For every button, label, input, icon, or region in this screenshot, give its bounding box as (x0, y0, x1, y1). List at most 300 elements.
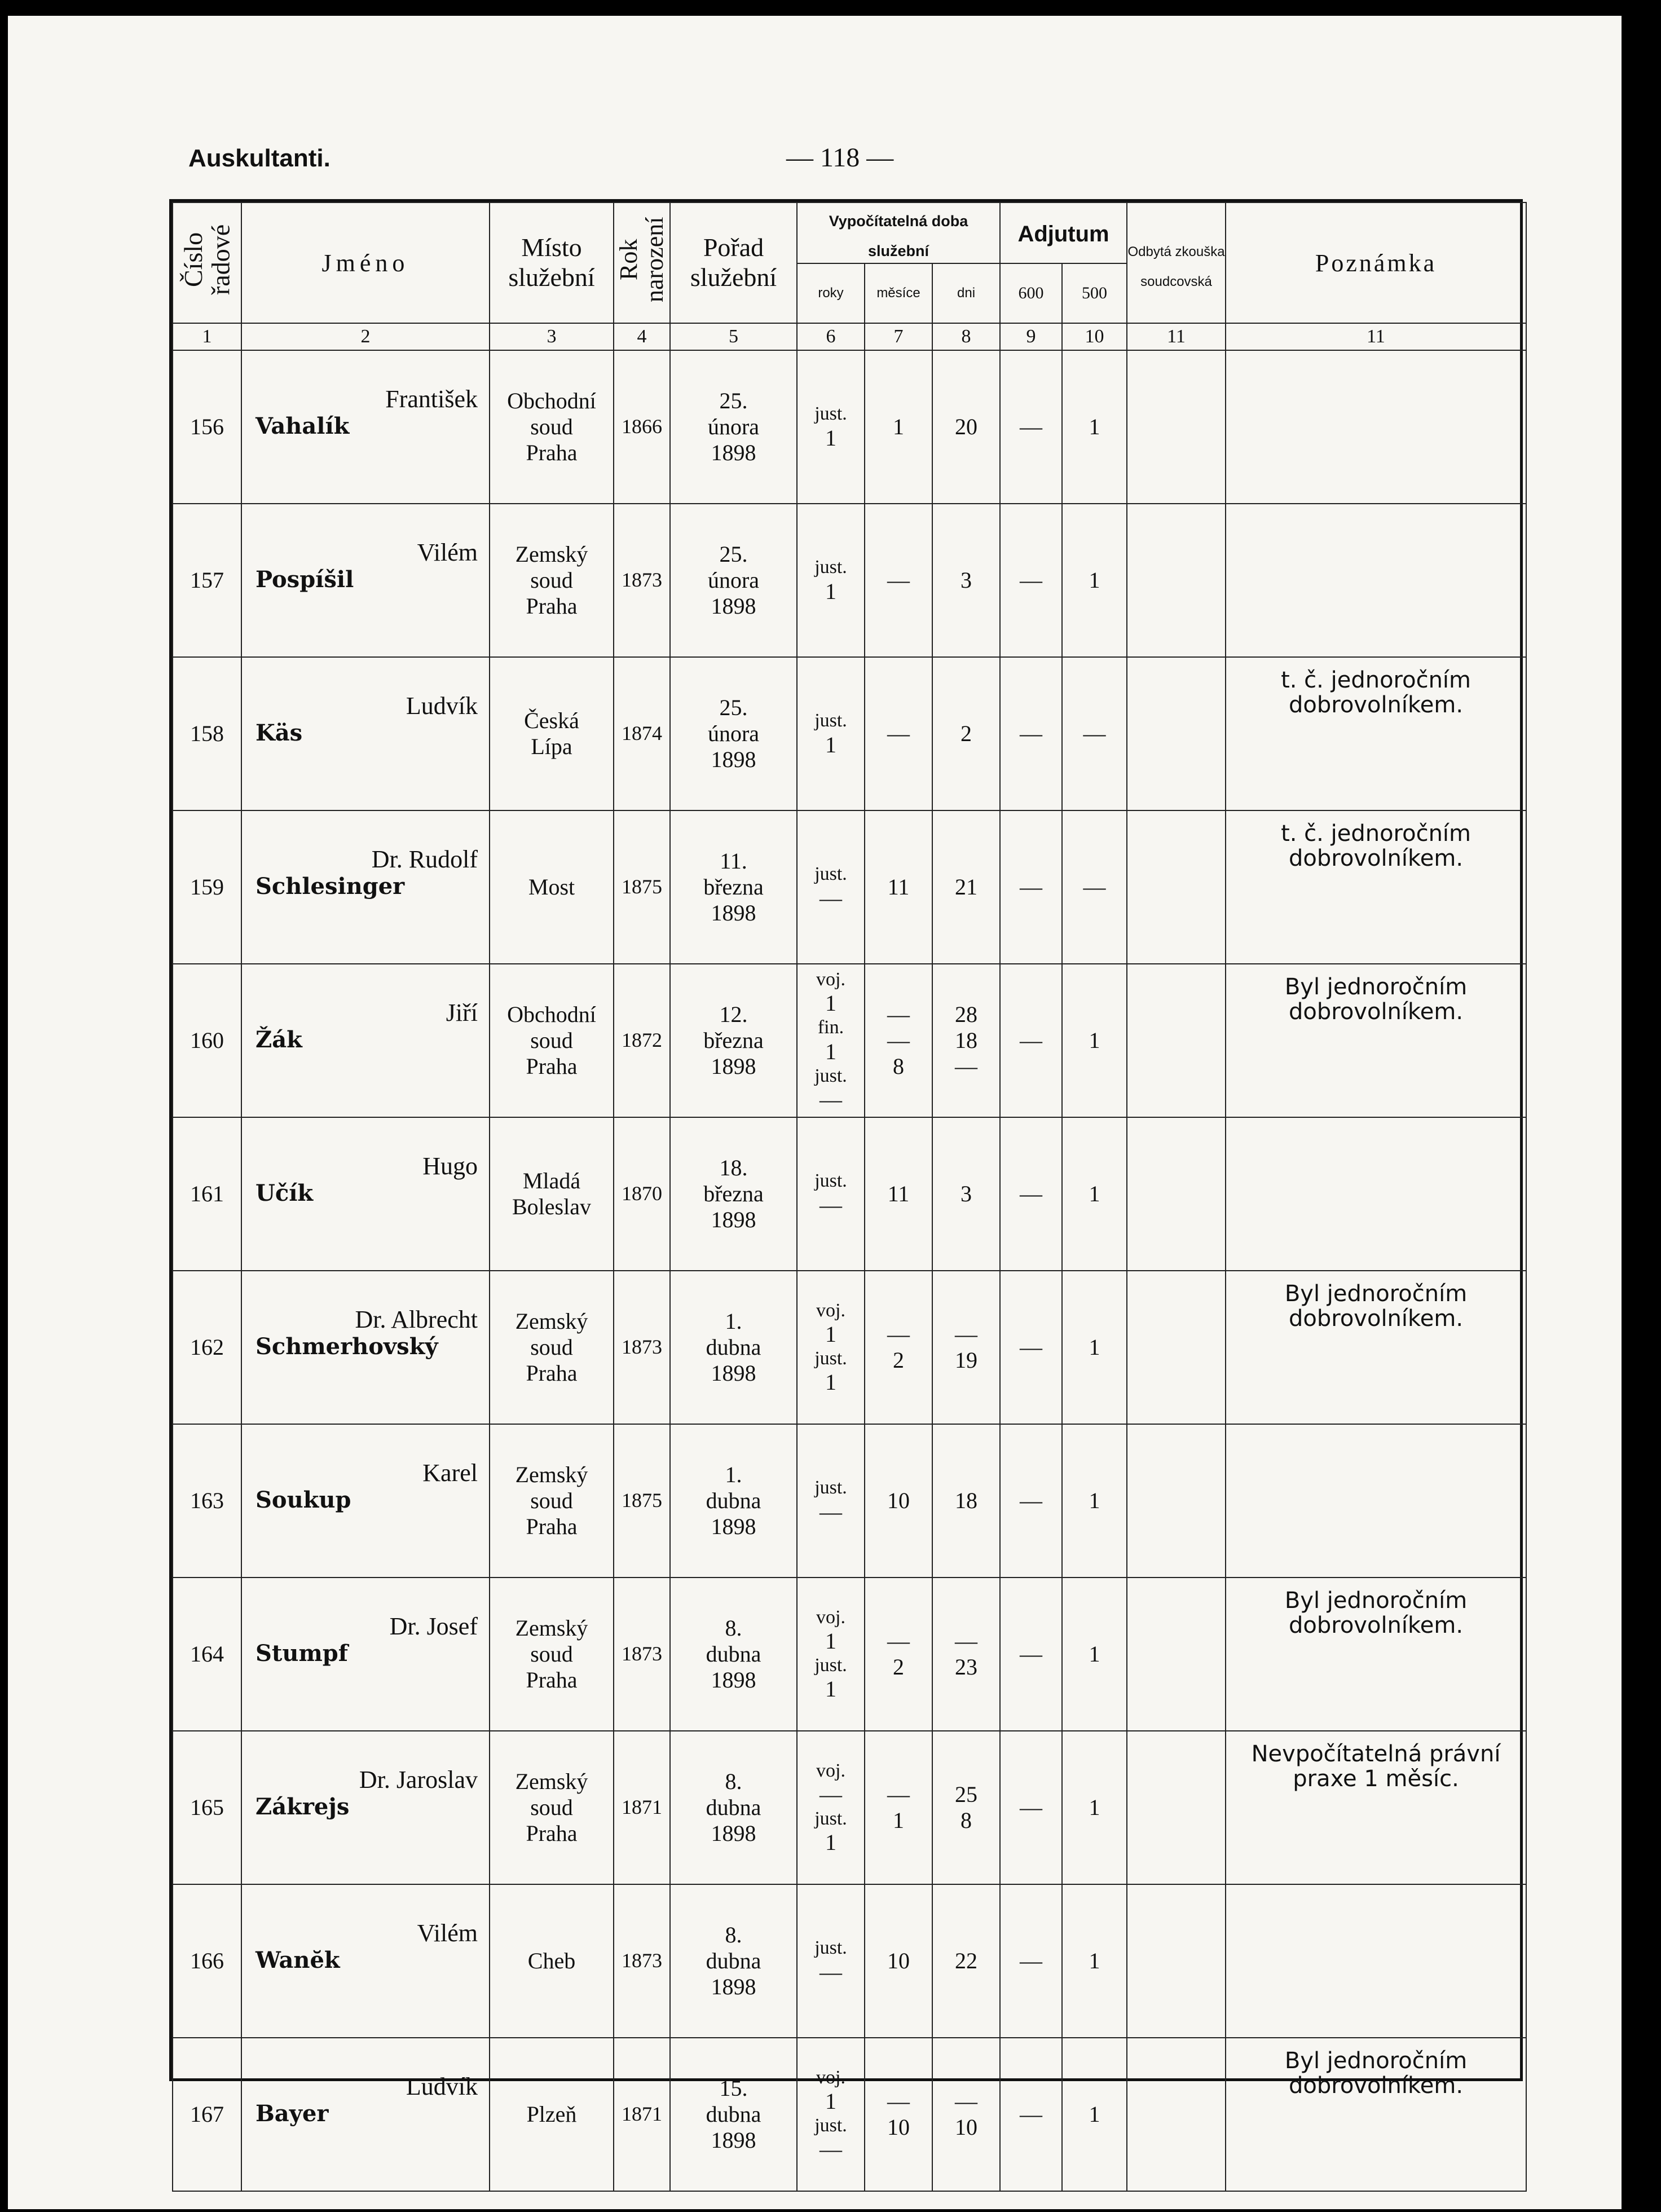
cell-line: — (887, 1028, 910, 1053)
cell-line: — (820, 885, 842, 911)
col-number: 1 (173, 323, 241, 350)
cell-line: — (820, 1192, 842, 1218)
cell-line: just. (814, 2115, 847, 2136)
cell-line: 1 (825, 1038, 836, 1064)
cell-line: Praha (526, 1514, 578, 1539)
cell-line: Zemský (515, 1308, 588, 1334)
birth-year: 1873 (614, 1884, 670, 2038)
exam-cell (1127, 1271, 1226, 1424)
cell-line: soud (530, 414, 573, 439)
cell-line: just. (814, 863, 847, 885)
cell-line: února (707, 721, 760, 746)
table-row (173, 350, 1526, 504)
place-cell (490, 1117, 614, 1271)
service-order (670, 657, 797, 810)
days-cell (932, 657, 1000, 810)
cell-line: Boleslav (512, 1194, 591, 1219)
cell-line: 1898 (711, 1974, 756, 1999)
years-cell (797, 1731, 865, 1884)
table-row (173, 1884, 1526, 2038)
adjutum-600: — (1000, 1884, 1062, 2038)
cell-line: 1 (825, 1830, 836, 1856)
birth-year: 1872 (614, 964, 670, 1117)
adjutum-500: — (1062, 810, 1127, 964)
adjutum-500: 1 (1062, 1424, 1127, 1578)
cell-line: 1898 (711, 747, 756, 772)
note-cell (1226, 1117, 1526, 1271)
surname: Käs (255, 720, 303, 746)
cell-line: — (955, 1628, 978, 1654)
place-cell (490, 964, 614, 1117)
adjutum-500: 1 (1062, 350, 1127, 504)
cell-line: 10 (887, 1488, 910, 1513)
cell-line: 10 (955, 2114, 978, 2140)
first-name: Dr. Josef (389, 1612, 478, 1640)
col-header-misto: Místo služební (490, 202, 614, 323)
years-cell (797, 504, 865, 657)
cell-line: 1898 (711, 900, 756, 926)
first-name: Jiří (446, 999, 478, 1026)
table-row (173, 657, 1526, 810)
cell-line: 25. (719, 541, 748, 567)
cell-line: 8. (725, 1769, 742, 1794)
service-order (670, 1578, 797, 1731)
months-cell (865, 1884, 932, 2038)
cell-line: 25. (719, 695, 748, 720)
cell-line: 18 (955, 1488, 978, 1513)
surname: Schmerhovský (255, 1333, 438, 1360)
days-cell (932, 1884, 1000, 2038)
table-row (173, 1424, 1526, 1578)
col-number: 7 (865, 323, 932, 350)
months-cell (865, 1578, 932, 1731)
cell-line: dubna (706, 1641, 761, 1667)
cell-line: Praha (526, 1821, 578, 1846)
name-cell (241, 964, 490, 1117)
cell-line: just. (814, 1937, 847, 1959)
cell-line: dubna (706, 2101, 761, 2127)
table-row (173, 1271, 1526, 1424)
surname: Žák (255, 1026, 302, 1053)
name-cell (241, 1424, 490, 1578)
row-number: 158 (173, 657, 241, 810)
cell-line: Mladá (522, 1168, 581, 1193)
cell-line: — (887, 2088, 910, 2114)
note-cell: Nevpočítatelná právní praxe 1 měsíc. (1226, 1731, 1526, 1884)
service-order (670, 964, 797, 1117)
col-number: 11 (1127, 323, 1226, 350)
col-number: 6 (797, 323, 865, 350)
col-header-adjutum: Adjutum (1000, 202, 1127, 263)
col-number: 8 (932, 323, 1000, 350)
col-header-500: 500 (1062, 263, 1127, 323)
cell-line: 1898 (711, 1360, 756, 1386)
adjutum-600: — (1000, 1424, 1062, 1578)
place-cell (490, 1424, 614, 1578)
cell-line: — (887, 567, 910, 593)
adjutum-500: 1 (1062, 2038, 1127, 2191)
cell-line: Praha (526, 440, 578, 465)
col-number: 11 (1226, 323, 1526, 350)
cell-line: just. (814, 710, 847, 732)
adjutum-500: 1 (1062, 1271, 1127, 1424)
row-number: 162 (173, 1271, 241, 1424)
months-cell (865, 1424, 932, 1578)
birth-year: 1875 (614, 1424, 670, 1578)
register-table (172, 202, 1527, 2192)
cell-line: 2 (893, 1347, 904, 1373)
cell-line: Praha (526, 593, 578, 619)
name-cell (241, 1271, 490, 1424)
months-cell (865, 504, 932, 657)
cell-line: 1 (825, 2088, 836, 2114)
col-number: 10 (1062, 323, 1127, 350)
years-cell (797, 1117, 865, 1271)
col-number: 9 (1000, 323, 1062, 350)
cell-line: soud (530, 1641, 573, 1667)
cell-line: 2 (961, 721, 972, 746)
cell-line: 1. (725, 1462, 742, 1487)
cell-line: soud (530, 1488, 573, 1513)
col-number: 2 (241, 323, 490, 350)
cell-line: voj. (816, 1606, 845, 1628)
surname: Wanĕk (255, 1947, 340, 1973)
name-cell (241, 2038, 490, 2191)
cell-line: just. (814, 1170, 847, 1192)
table-row (173, 1578, 1526, 1731)
name-cell (241, 504, 490, 657)
cell-line: 11. (720, 848, 747, 874)
cell-line: dubna (706, 1795, 761, 1820)
birth-year: 1871 (614, 2038, 670, 2191)
name-cell (241, 350, 490, 504)
cell-line: Česká (524, 708, 579, 733)
months-cell (865, 1117, 932, 1271)
cell-line: Cheb (527, 1948, 576, 1973)
table-body (173, 350, 1526, 2191)
cell-line: 19 (955, 1347, 978, 1373)
exam-cell (1127, 504, 1226, 657)
cell-line: Lípa (531, 734, 572, 759)
row-number: 157 (173, 504, 241, 657)
name-cell (241, 1731, 490, 1884)
adjutum-600: — (1000, 2038, 1062, 2191)
cell-line: voj. (816, 1760, 845, 1781)
cell-line: — (820, 1086, 842, 1112)
cell-line: 2 (893, 1654, 904, 1680)
col-header-porad: Pořad služební (670, 202, 797, 323)
cell-line: března (703, 874, 764, 900)
note-cell: t. č. jednoročním dobrovolníkem. (1226, 810, 1526, 964)
cell-line: Praha (526, 1360, 578, 1386)
section-title: Auskultanti. (188, 144, 331, 172)
cell-line: 25 (955, 1782, 978, 1807)
surname: Stumpf (255, 1640, 348, 1667)
cell-line: 1 (825, 990, 836, 1016)
first-name: Dr. Jaroslav (359, 1766, 478, 1794)
surname: Soukup (255, 1487, 351, 1513)
months-cell (865, 1731, 932, 1884)
note-cell (1226, 504, 1526, 657)
years-cell (797, 1424, 865, 1578)
months-cell (865, 810, 932, 964)
exam-cell (1127, 1884, 1226, 2038)
col-number: 5 (670, 323, 797, 350)
cell-line: února (707, 414, 760, 439)
birth-year: 1870 (614, 1117, 670, 1271)
row-number: 164 (173, 1578, 241, 1731)
first-name: Hugo (422, 1152, 478, 1180)
cell-line: Obchodní (507, 1002, 596, 1027)
surname: Bayer (255, 2100, 329, 2127)
cell-line: 1 (825, 578, 836, 604)
cell-line: 11 (887, 874, 910, 900)
cell-line: 1898 (711, 1667, 756, 1693)
table-row (173, 810, 1526, 964)
cell-line: — (955, 2088, 978, 2114)
cell-line: dubna (706, 1334, 761, 1360)
first-name: Vilém (417, 1919, 478, 1947)
place-cell (490, 1884, 614, 2038)
name-cell (241, 1578, 490, 1731)
days-cell (932, 2038, 1000, 2191)
cell-line: 1898 (711, 440, 756, 465)
adjutum-600: — (1000, 1731, 1062, 1884)
service-order (670, 350, 797, 504)
cell-line: — (820, 1499, 842, 1524)
first-name: Vilém (417, 539, 478, 566)
months-cell (865, 657, 932, 810)
exam-cell (1127, 657, 1226, 810)
exam-cell (1127, 1424, 1226, 1578)
service-order (670, 1117, 797, 1271)
first-name: Dr. Albrecht (355, 1306, 478, 1333)
cell-line: února (707, 567, 760, 593)
cell-line: Zemský (515, 541, 588, 567)
cell-line: Praha (526, 1054, 578, 1079)
column-number-row (173, 323, 1526, 350)
cell-line: Zemský (515, 1769, 588, 1794)
cell-line: — (887, 721, 910, 746)
cell-line: 23 (955, 1654, 978, 1680)
birth-year: 1873 (614, 1578, 670, 1731)
cell-line: just. (814, 403, 847, 425)
table-row (173, 504, 1526, 657)
cell-line: 3 (961, 1181, 972, 1206)
col-header-rok: Rok narození (614, 202, 670, 323)
years-cell (797, 1578, 865, 1731)
cell-line: 18. (719, 1155, 748, 1180)
cell-line: 8 (893, 1054, 904, 1079)
cell-line: dubna (706, 1488, 761, 1513)
table-row (173, 1731, 1526, 1884)
cell-line: 11 (887, 1181, 910, 1206)
cell-line: just. (814, 1065, 847, 1086)
cell-line: Zemský (515, 1615, 588, 1641)
cell-line: 1. (725, 1308, 742, 1334)
place-cell (490, 2038, 614, 2191)
cell-line: soud (530, 1028, 573, 1053)
days-cell (932, 964, 1000, 1117)
birth-year: 1874 (614, 657, 670, 810)
note-cell: Byl jednoročním dobrovolníkem. (1226, 1271, 1526, 1424)
exam-cell (1127, 810, 1226, 964)
years-cell (797, 964, 865, 1117)
register-table-frame (169, 199, 1523, 2162)
table-row (173, 964, 1526, 1117)
cell-line: voj. (816, 969, 845, 990)
row-number: 161 (173, 1117, 241, 1271)
birth-year: 1875 (614, 810, 670, 964)
years-cell (797, 350, 865, 504)
exam-cell (1127, 350, 1226, 504)
cell-line: — (887, 1782, 910, 1807)
col-header-odbyta: Odbytá zkouška soudcovská (1127, 202, 1226, 323)
cell-line: 1898 (711, 1207, 756, 1232)
name-cell (241, 1117, 490, 1271)
birth-year: 1873 (614, 1271, 670, 1424)
cell-line: 12. (719, 1002, 748, 1027)
first-name: Dr. Rudolf (371, 845, 478, 873)
cell-line: — (887, 1628, 910, 1654)
cell-line: 28 (955, 1002, 978, 1027)
cell-line: 1 (893, 414, 904, 439)
cell-line: 8. (725, 1615, 742, 1641)
first-name: Ludvík (406, 692, 478, 720)
note-cell: Byl jednoročním dobrovolníkem. (1226, 1578, 1526, 1731)
cell-line: 25. (719, 388, 748, 413)
cell-line: 20 (955, 414, 978, 439)
years-cell (797, 2038, 865, 2191)
col-number: 3 (490, 323, 614, 350)
place-cell (490, 1578, 614, 1731)
cell-line: 1898 (711, 2127, 756, 2153)
cell-line: — (887, 1002, 910, 1027)
adjutum-600: — (1000, 1578, 1062, 1731)
col-header-600: 600 (1000, 263, 1062, 323)
cell-line: 8. (725, 1922, 742, 1947)
days-cell (932, 1424, 1000, 1578)
cell-line: března (703, 1181, 764, 1206)
surname: Vahalík (255, 413, 350, 439)
days-cell (932, 810, 1000, 964)
name-cell (241, 657, 490, 810)
exam-cell (1127, 1731, 1226, 1884)
cell-line: Zemský (515, 1462, 588, 1487)
cell-line: 21 (955, 874, 978, 900)
surname: Pospíšil (255, 566, 354, 593)
cell-line: Plzeň (526, 2101, 577, 2127)
birth-year: 1866 (614, 350, 670, 504)
col-header-vypocitatelna: Vypočítatelná doba služební (797, 202, 1000, 263)
service-order (670, 504, 797, 657)
service-order (670, 1884, 797, 2038)
note-cell: t. č. jednoročním dobrovolníkem. (1226, 657, 1526, 810)
row-number: 167 (173, 2038, 241, 2191)
row-number: 163 (173, 1424, 241, 1578)
first-name: Karel (422, 1459, 478, 1487)
cell-line: 1898 (711, 1054, 756, 1079)
name-cell (241, 810, 490, 964)
cell-line: 1 (825, 1676, 836, 1702)
surname: Učík (255, 1180, 314, 1206)
cell-line: — (955, 1054, 978, 1079)
cell-line: 1 (825, 1369, 836, 1395)
row-number: 165 (173, 1731, 241, 1884)
col-header-roky: roky (797, 263, 865, 323)
months-cell (865, 964, 932, 1117)
place-cell (490, 350, 614, 504)
note-cell (1226, 1424, 1526, 1578)
cell-line: Most (528, 874, 575, 900)
scan-edge (1622, 0, 1661, 2209)
cell-line: 10 (887, 1948, 910, 1973)
cell-line: 1 (893, 1808, 904, 1833)
years-cell (797, 1271, 865, 1424)
cell-line: 1898 (711, 1821, 756, 1846)
adjutum-600: — (1000, 1271, 1062, 1424)
page (8, 16, 1622, 2209)
exam-cell (1127, 1117, 1226, 1271)
cell-line: fin. (817, 1017, 844, 1038)
cell-line: 1898 (711, 1514, 756, 1539)
cell-line: 1 (825, 425, 836, 451)
cell-line: — (820, 2136, 842, 2162)
cell-line: — (887, 1321, 910, 1347)
cell-line: just. (814, 1808, 847, 1829)
adjutum-500: 1 (1062, 504, 1127, 657)
cell-line: voj. (816, 2066, 845, 2088)
birth-year: 1871 (614, 1731, 670, 1884)
cell-line: března (703, 1028, 764, 1053)
place-cell (490, 504, 614, 657)
birth-year: 1873 (614, 504, 670, 657)
cell-line: 1 (825, 732, 836, 757)
adjutum-600: — (1000, 657, 1062, 810)
days-cell (932, 350, 1000, 504)
adjutum-500: 1 (1062, 964, 1127, 1117)
cell-line: 10 (887, 2114, 910, 2140)
cell-line: 8 (961, 1808, 972, 1833)
months-cell (865, 1271, 932, 1424)
cell-line: just. (814, 1655, 847, 1676)
adjutum-600: — (1000, 964, 1062, 1117)
place-cell (490, 1271, 614, 1424)
cell-line: Obchodní (507, 388, 596, 413)
adjutum-500: 1 (1062, 1578, 1127, 1731)
note-cell: Byl jednoročním dobrovolníkem. (1226, 964, 1526, 1117)
exam-cell (1127, 2038, 1226, 2191)
cell-line: dubna (706, 1948, 761, 1973)
cell-line: — (820, 1959, 842, 1985)
cell-line: Praha (526, 1667, 578, 1693)
col-header-jmeno: Jméno (241, 202, 490, 323)
place-cell (490, 657, 614, 810)
note-cell: Byl jednoročním dobrovolníkem. (1226, 2038, 1526, 2191)
service-order (670, 810, 797, 964)
row-number: 166 (173, 1884, 241, 2038)
page-number: — 118 — (786, 143, 894, 173)
years-cell (797, 657, 865, 810)
cell-line: 22 (955, 1948, 978, 1973)
row-number: 160 (173, 964, 241, 1117)
col-header-poznamka: Poznámka (1226, 202, 1526, 323)
col-number: 4 (614, 323, 670, 350)
adjutum-500: 1 (1062, 1884, 1127, 2038)
cell-line: soud (530, 1795, 573, 1820)
adjutum-500: — (1062, 657, 1127, 810)
exam-cell (1127, 1578, 1226, 1731)
